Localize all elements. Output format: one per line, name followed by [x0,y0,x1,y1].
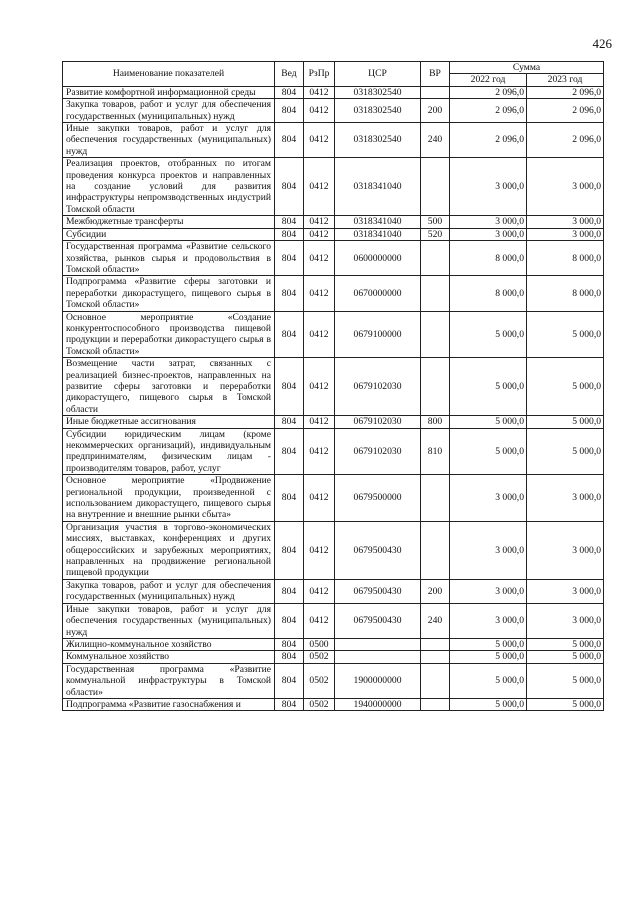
row-vr-cell [421,86,450,98]
row-ved-cell: 804 [275,521,304,579]
row-rzpr-cell: 0502 [304,663,335,698]
row-2023-cell: 5 000,0 [527,638,604,650]
table-row [63,638,604,650]
row-2023-cell: 5 000,0 [527,416,604,428]
table-row [63,276,604,311]
row-ved-cell: 804 [275,228,304,240]
row-csr-cell: 0679102030 [335,416,421,428]
row-2023-cell: 3 000,0 [527,228,604,240]
row-csr-cell: 0318341040 [335,158,421,216]
row-2023-cell: 8 000,0 [527,276,604,311]
row-name-cell: Межбюджетные трансферты [63,216,275,228]
table-row [63,603,604,638]
row-rzpr-cell: 0412 [304,123,335,158]
row-vr-cell: 200 [421,99,450,123]
row-csr-cell: 1900000000 [335,663,421,698]
table-row [63,651,604,663]
row-name-cell: Иные бюджетные ассигнования [63,416,275,428]
row-ved-cell: 804 [275,475,304,522]
row-ved-cell: 804 [275,638,304,650]
table-row [63,663,604,698]
row-2023-cell: 2 096,0 [527,123,604,158]
row-2022-cell: 2 096,0 [450,86,527,98]
row-csr-cell [335,638,421,650]
table-row [63,123,604,158]
row-rzpr-cell: 0412 [304,241,335,276]
row-2023-cell: 3 000,0 [527,521,604,579]
row-rzpr-cell: 0412 [304,311,335,358]
row-rzpr-cell: 0502 [304,651,335,663]
row-2022-cell: 3 000,0 [450,228,527,240]
row-2022-cell: 3 000,0 [450,521,527,579]
row-name-cell: Жилищно-коммунальное хозяйство [63,638,275,650]
row-rzpr-cell: 0502 [304,698,335,710]
row-2023-cell: 5 000,0 [527,311,604,358]
table-row [63,158,604,216]
table-row [63,241,604,276]
row-name-cell: Основное мероприятие «Продвижение региональной продукции, произведенной с использованием дикорастущего, пищевого сырья на внутренние и внешние рынки сбыта» [63,475,275,522]
row-name-cell: Закупка товаров, работ и услуг для обеспечения государственных (муниципальных) нужд [63,579,275,603]
row-name-cell: Организация участия в торгово-экономических миссиях, выставках, конференциях и других общероссийских и зарубежных мероприятиях, направленных на продвижение региональной пищевой продукции [63,521,275,579]
row-csr-cell: 0679500000 [335,475,421,522]
table-row [63,216,604,228]
row-name-cell: Подпрограмма «Развитие газоснабжения и [63,698,275,710]
row-2022-cell: 5 000,0 [450,358,527,416]
row-name-cell: Субсидии юридическим лицам (кроме некоммерческих организаций), индивидуальным предпринимателям, физическим лицам - производителям товаров, работ, услуг [63,428,275,475]
row-csr-cell: 0670000000 [335,276,421,311]
row-2022-cell: 5 000,0 [450,698,527,710]
row-vr-cell [421,358,450,416]
row-csr-cell: 0679102030 [335,428,421,475]
row-csr-cell: 0318341040 [335,228,421,240]
table-row [63,358,604,416]
row-vr-cell [421,276,450,311]
row-2023-cell: 5 000,0 [527,663,604,698]
row-vr-cell [421,475,450,522]
header-rzpr: РзПр [304,62,335,87]
row-2022-cell: 5 000,0 [450,311,527,358]
row-rzpr-cell: 0412 [304,358,335,416]
row-vr-cell [421,663,450,698]
table-row [63,521,604,579]
row-rzpr-cell: 0412 [304,276,335,311]
row-csr-cell: 0679100000 [335,311,421,358]
table-row [63,416,604,428]
budget-table [62,61,604,711]
row-csr-cell: 0600000000 [335,241,421,276]
row-name-cell: Развитие комфортной информационной среды [63,86,275,98]
row-2022-cell: 5 000,0 [450,416,527,428]
row-2022-cell: 2 096,0 [450,123,527,158]
row-vr-cell [421,158,450,216]
table-row [63,99,604,123]
row-2023-cell: 3 000,0 [527,579,604,603]
row-ved-cell: 804 [275,216,304,228]
row-ved-cell: 804 [275,99,304,123]
table-row [63,428,604,475]
table-row [63,475,604,522]
row-name-cell: Иные закупки товаров, работ и услуг для обеспечения государственных (муниципальных) нужд [63,123,275,158]
row-name-cell: Закупка товаров, работ и услуг для обеспечения государственных (муниципальных) нужд [63,99,275,123]
row-2022-cell: 5 000,0 [450,638,527,650]
row-name-cell: Основное мероприятие «Создание конкурентоспособного производства пищевой продукции и переработки дикорастущего сырья в Томской области» [63,311,275,358]
row-csr-cell: 0679500430 [335,521,421,579]
row-vr-cell: 240 [421,603,450,638]
page-number: 426 [592,36,612,51]
row-2023-cell: 3 000,0 [527,603,604,638]
row-ved-cell: 804 [275,416,304,428]
row-csr-cell: 0679500430 [335,603,421,638]
row-ved-cell: 804 [275,603,304,638]
row-vr-cell [421,651,450,663]
header-vr: ВР [421,62,450,87]
row-2023-cell: 5 000,0 [527,428,604,475]
row-2022-cell: 3 000,0 [450,475,527,522]
row-vr-cell [421,698,450,710]
row-2022-cell: 3 000,0 [450,579,527,603]
header-year-2022: 2022 год [450,74,527,86]
row-ved-cell: 804 [275,86,304,98]
row-vr-cell: 800 [421,416,450,428]
row-name-cell: Реализация проектов, отобранных по итогам проведения конкурса проектов и направленных на создание условий для развития инфраструктуры непромзводственных индустрий Томской области [63,158,275,216]
row-name-cell: Иные закупки товаров, работ и услуг для обеспечения государственных (муниципальных) нужд [63,603,275,638]
row-rzpr-cell: 0500 [304,638,335,650]
row-vr-cell: 200 [421,579,450,603]
row-2023-cell: 5 000,0 [527,651,604,663]
row-2023-cell: 3 000,0 [527,216,604,228]
row-csr-cell: 0679500430 [335,579,421,603]
table-row [63,86,604,98]
table-row [63,228,604,240]
row-2023-cell: 3 000,0 [527,475,604,522]
row-name-cell: Подпрограмма «Развитие сферы заготовки и переработки дикорастущего, пищевого сырья в Томской области» [63,276,275,311]
row-ved-cell: 804 [275,428,304,475]
row-2022-cell: 3 000,0 [450,603,527,638]
row-rzpr-cell: 0412 [304,416,335,428]
header-sum: Сумма [450,62,604,74]
row-2022-cell: 2 096,0 [450,99,527,123]
row-2022-cell: 5 000,0 [450,651,527,663]
row-2022-cell: 5 000,0 [450,663,527,698]
row-rzpr-cell: 0412 [304,99,335,123]
row-ved-cell: 804 [275,276,304,311]
row-rzpr-cell: 0412 [304,603,335,638]
row-csr-cell: 1940000000 [335,698,421,710]
row-ved-cell: 804 [275,698,304,710]
table-row [63,579,604,603]
row-ved-cell: 804 [275,663,304,698]
row-csr-cell: 0318341040 [335,216,421,228]
row-2023-cell: 2 096,0 [527,99,604,123]
row-ved-cell: 804 [275,241,304,276]
row-csr-cell [335,651,421,663]
row-2023-cell: 8 000,0 [527,241,604,276]
row-rzpr-cell: 0412 [304,216,335,228]
row-ved-cell: 804 [275,358,304,416]
table-body [63,86,604,711]
row-2022-cell: 3 000,0 [450,216,527,228]
row-name-cell: Возмещение части затрат, связанных с реализацией бизнес-проектов, направленных на развитие сферы заготовки и переработки дикорастущего, пищевого сырья в Томской области [63,358,275,416]
row-name-cell: Государственная программа «Развитие сельского хозяйства, рынков сырья и продовольствия в Томской области» [63,241,275,276]
row-ved-cell: 804 [275,311,304,358]
row-name-cell: Субсидии [63,228,275,240]
header-ved: Вед [275,62,304,87]
row-rzpr-cell: 0412 [304,521,335,579]
row-vr-cell [421,241,450,276]
row-2023-cell: 5 000,0 [527,698,604,710]
row-2022-cell: 3 000,0 [450,158,527,216]
row-ved-cell: 804 [275,651,304,663]
row-rzpr-cell: 0412 [304,475,335,522]
row-vr-cell [421,521,450,579]
row-name-cell: Государственная программа «Развитие коммунальной инфраструктуры в Томской области» [63,663,275,698]
row-rzpr-cell: 0412 [304,158,335,216]
row-2022-cell: 5 000,0 [450,428,527,475]
row-rzpr-cell: 0412 [304,86,335,98]
row-name-cell: Коммунальное хозяйство [63,651,275,663]
header-name: Наименование показателей [63,62,275,87]
row-csr-cell: 0318302540 [335,86,421,98]
row-rzpr-cell: 0412 [304,428,335,475]
table-row [63,311,604,358]
row-csr-cell: 0318302540 [335,99,421,123]
row-vr-cell: 500 [421,216,450,228]
row-vr-cell: 810 [421,428,450,475]
row-2022-cell: 8 000,0 [450,276,527,311]
row-vr-cell [421,638,450,650]
header-csr: ЦСР [335,62,421,87]
row-ved-cell: 804 [275,158,304,216]
table-row [63,698,604,710]
row-2023-cell: 5 000,0 [527,358,604,416]
row-rzpr-cell: 0412 [304,579,335,603]
row-2023-cell: 2 096,0 [527,86,604,98]
row-csr-cell: 0679102030 [335,358,421,416]
row-2023-cell: 3 000,0 [527,158,604,216]
row-rzpr-cell: 0412 [304,228,335,240]
row-vr-cell: 240 [421,123,450,158]
row-ved-cell: 804 [275,123,304,158]
row-2022-cell: 8 000,0 [450,241,527,276]
row-ved-cell: 804 [275,579,304,603]
header-year-2023: 2023 год [527,74,604,86]
row-vr-cell: 520 [421,228,450,240]
row-csr-cell: 0318302540 [335,123,421,158]
row-vr-cell [421,311,450,358]
